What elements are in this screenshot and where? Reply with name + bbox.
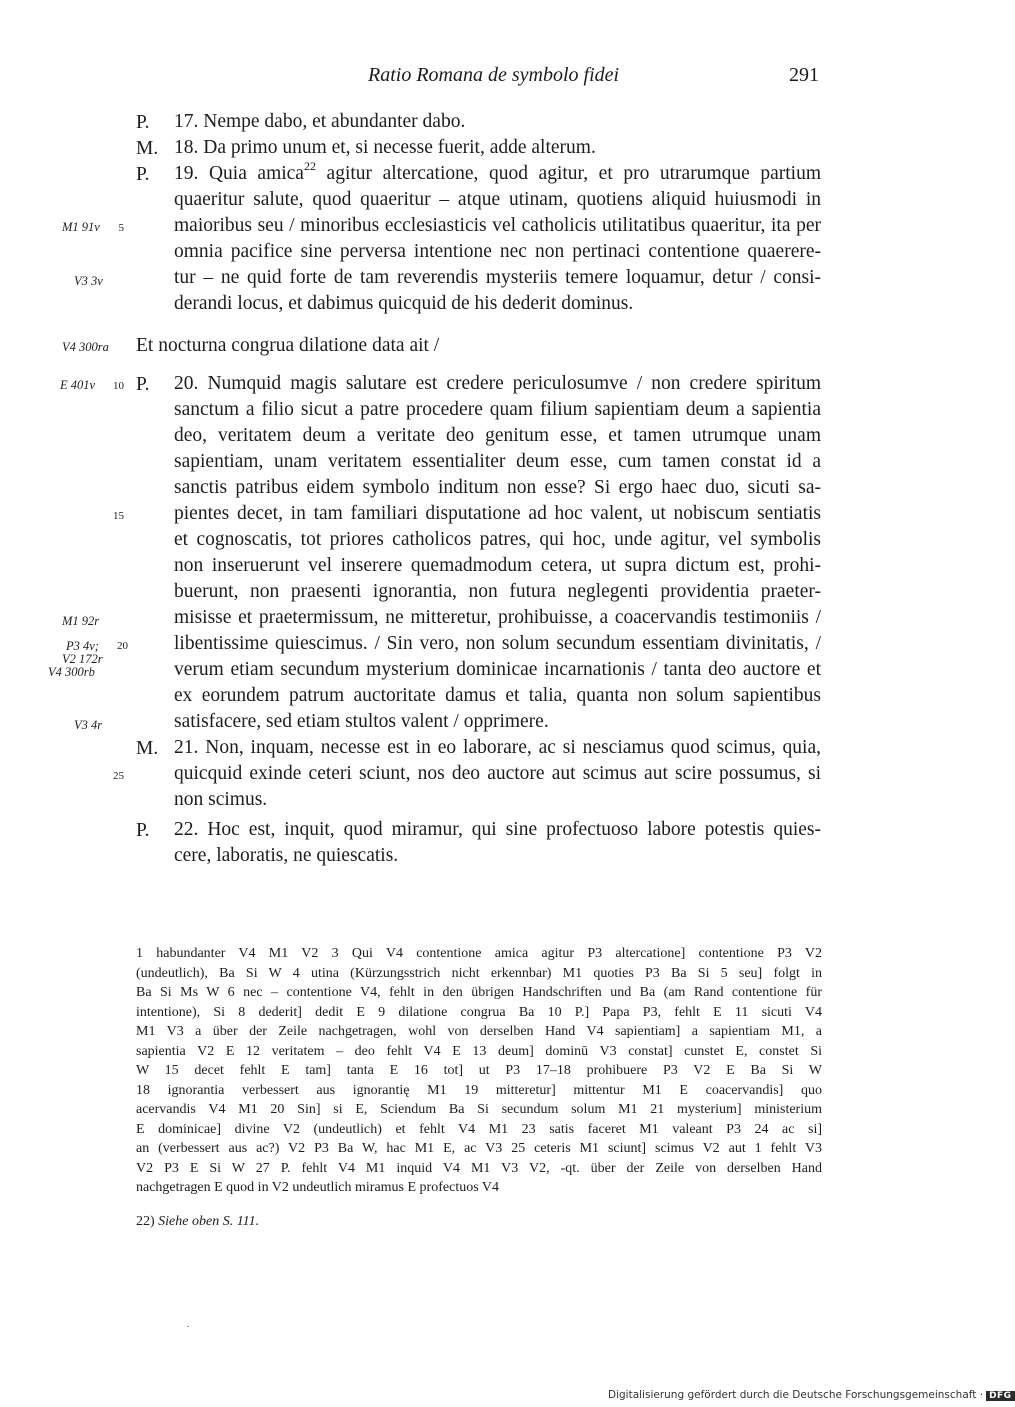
text-line: pientes decet, in tam familiari disputatione ad hoc valent, ut nobiscum sentiatis xyxy=(174,503,821,524)
text-line: derandi locus, et dabimus quicquid de his dederit dominus. xyxy=(174,293,634,314)
text-line: sapientiam, unam veritatem essentialiter deum esse, cum tamen constat id a xyxy=(174,451,821,472)
margin-siglum: V4 300rb xyxy=(48,665,95,679)
text-line: et cognoscatis, tot priores catholicos patres, qui hoc, unde agitur, vel symbolis xyxy=(174,529,821,550)
text-line: 20. Numquid magis salutare est credere periculosumve / non credere spiritum xyxy=(174,373,821,394)
funding-text: Digitalisierung gefördert durch die Deutsche Forschungsgemeinschaft · xyxy=(608,1389,984,1401)
footnote-ref: 22 xyxy=(303,158,316,173)
footnote-number: 22) xyxy=(136,1214,155,1229)
apparatus-line: intentione), Si 8 dederit] dedit E 9 dilatione congrua Ba 10 P.] Papa P3, fehlt E 11 sicuti V4 xyxy=(136,1004,822,1020)
running-title: Ratio Romana de symbolo fidei xyxy=(368,64,620,86)
apparatus-line: 1 habundanter V4 M1 V2 3 Qui V4 contentione amica agitur P3 altercatione] contentione P3 V2 xyxy=(136,946,822,961)
text-line: non inseruerunt vel inserere quemadmodum cetera, ut supra dictum est, prohi- xyxy=(174,555,821,576)
margin-siglum: V3 3v xyxy=(74,274,103,288)
text-line: buerunt, non praesenti ignorantia, non futura neglegenti providentia praeter- xyxy=(174,581,821,602)
text-line: omnia pacifice sine perversa intentione nec non pertinaci contentione quaerere- xyxy=(174,241,821,262)
line-number: 15 xyxy=(113,510,124,522)
text-line: 22. Hoc est, inquit, quod miramur, qui sine profectuoso labore potestis quies- xyxy=(174,819,821,840)
text-line: satisfacere, sed etiam stultos valent / opprimere. xyxy=(174,711,549,732)
funding-note xyxy=(608,1389,1015,1401)
margin-siglum: V2 172r xyxy=(62,652,103,666)
apparatus-line: 18 ignorantia verbessert aus ignorantię M1 19 mitteretur] mittentur M1 E coacervandis] quo xyxy=(136,1082,822,1098)
text-line: verum etiam secundum mysterium dominicae incarnationis / tanta deo auctore et xyxy=(174,659,821,680)
speaker-label: M. xyxy=(136,738,159,759)
text-line: 17. Nempe dabo, et abundanter dabo. xyxy=(174,111,466,132)
text-line: sanctis patribus eidem symbolo inditum non esse? Si ergo haec duo, sicuti sa- xyxy=(174,477,821,498)
margin-siglum: V4 300ra xyxy=(62,340,109,354)
dfg-logo: DFG xyxy=(986,1391,1015,1401)
margin-siglum: M1 91v xyxy=(62,220,100,234)
margin-siglum: M1 92r xyxy=(62,614,100,628)
text-line: sanctum a filio sicut a patre procedere quam filium sapientiam deum a sapientia xyxy=(174,399,821,420)
line-number: 20 xyxy=(117,640,128,652)
text-line: 21. Non, inquam, necesse est in eo laborare, ac si nesciamus quod scimus, quia, xyxy=(174,737,821,758)
text-line: libentissime quiescimus. / Sin vero, non solum secundum essentiam divinitatis, / xyxy=(174,633,821,654)
text-segment: agitur altercatione, quod agitur, et pro utrarumque partium xyxy=(315,163,821,184)
line-number: 10 xyxy=(113,380,124,392)
apparatus-line: M1 V3 a über der Zeile nachgetragen, wohl von derselben Hand V4 sapientiam] a sapientiam M1, a xyxy=(136,1024,822,1039)
text-line: 18. Da primo unum et, si necesse fuerit, adde alterum. xyxy=(174,137,596,158)
text-line: non scimus. xyxy=(174,789,268,810)
text-line: cere, laboratis, ne quiescatis. xyxy=(174,845,399,866)
apparatus-line: acervandis V4 M1 20 Sin] si E, Sciendum Ba Si secundum solum M1 21 mysterium] ministerium xyxy=(136,1102,822,1117)
apparatus-line: nachgetragen E quod in V2 undeutlich miramus E profectuos V4 xyxy=(136,1180,500,1195)
apparatus-line: Ba Si Ms W 6 nec – contentione V4, fehlt in den übrigen Handschriften und Ba (am Rand contentione für xyxy=(136,985,822,1000)
line-number: 25 xyxy=(113,770,124,782)
speaker-label: P. xyxy=(136,374,150,395)
apparatus-line: W 15 decet fehlt E tam] tanta E 16 tot] ut P3 17–18 prohibuere P3 V2 E Ba Si W xyxy=(136,1063,822,1078)
page-number: 291 xyxy=(789,64,819,86)
apparatus-line: an (verbessert aus ac?) V2 P3 Ba W, hac M1 E, ac V3 25 ceteris M1 sciunt] scimus V2 aut 1 fehlt V3 xyxy=(136,1141,822,1156)
speaker-label: M. xyxy=(136,138,159,159)
speaker-label: P. xyxy=(136,164,150,185)
text-line: misisse et praetermissum, ne mitteretur, prohibuisse, a coacervandis testimoniis / xyxy=(174,607,821,628)
apparatus-line: E dominicae] divine V2 (undeutlich) et fehlt V4 M1 23 satis faceret M1 valeant P3 24 ac si] xyxy=(136,1121,822,1137)
text-line: ex eorundem patrum auctoritate damus et talia, quanta non solum sapientibus xyxy=(174,685,821,706)
speaker-label: P. xyxy=(136,820,150,841)
footnote-text: Siehe oben S. 111. xyxy=(158,1214,260,1229)
text-line: quicquid exinde ceteri sciunt, nos deo auctore aut scimus aut scire possumus, si xyxy=(174,763,821,784)
text-segment: 19. Quia amica xyxy=(174,163,304,184)
apparatus-line: sapientia V2 E 12 veritatem – deo fehlt V4 E 13 deum] dominū V3 constat] cunstet E, constet Si xyxy=(136,1043,822,1059)
footnote xyxy=(136,1214,259,1230)
margin-siglum: P3 4v; xyxy=(66,639,99,653)
scan-speck xyxy=(187,1326,189,1327)
text-line: quaeritur salute, quod quaeritur – atque utinam, quotiens aliquid huiusmodi in xyxy=(174,189,821,210)
text-line xyxy=(174,158,821,187)
apparatus-line: V2 P3 E Si W 27 P. fehlt V4 M1 inquid V4 M1 V3 V2, -qt. über der Zeile von derselben Hand xyxy=(136,1160,822,1176)
margin-siglum: V3 4r xyxy=(74,718,103,732)
speaker-label: P. xyxy=(136,112,150,133)
text-line: deo, veritatem deum a veritate deo genitum esse, et tamen utrumque unam xyxy=(174,425,821,446)
text-line: tur – ne quid forte de tam reverendis mysteriis temere loquamur, detur / consi- xyxy=(174,267,821,288)
line-number: 5 xyxy=(118,222,124,234)
margin-siglum: E 401v xyxy=(60,378,96,392)
apparatus-line: (undeutlich), Ba Si W 4 utina (Kürzungsstrich nicht erkennbar) M1 quoties P3 Ba Si 5 seu] folgt in xyxy=(136,965,822,981)
text-line: maioribus seu / minoribus ecclesiasticis vel catholicis utilitatibus quaeritur, ita per xyxy=(174,215,821,236)
text-line: Et nocturna congrua dilatione data ait / xyxy=(136,335,440,356)
